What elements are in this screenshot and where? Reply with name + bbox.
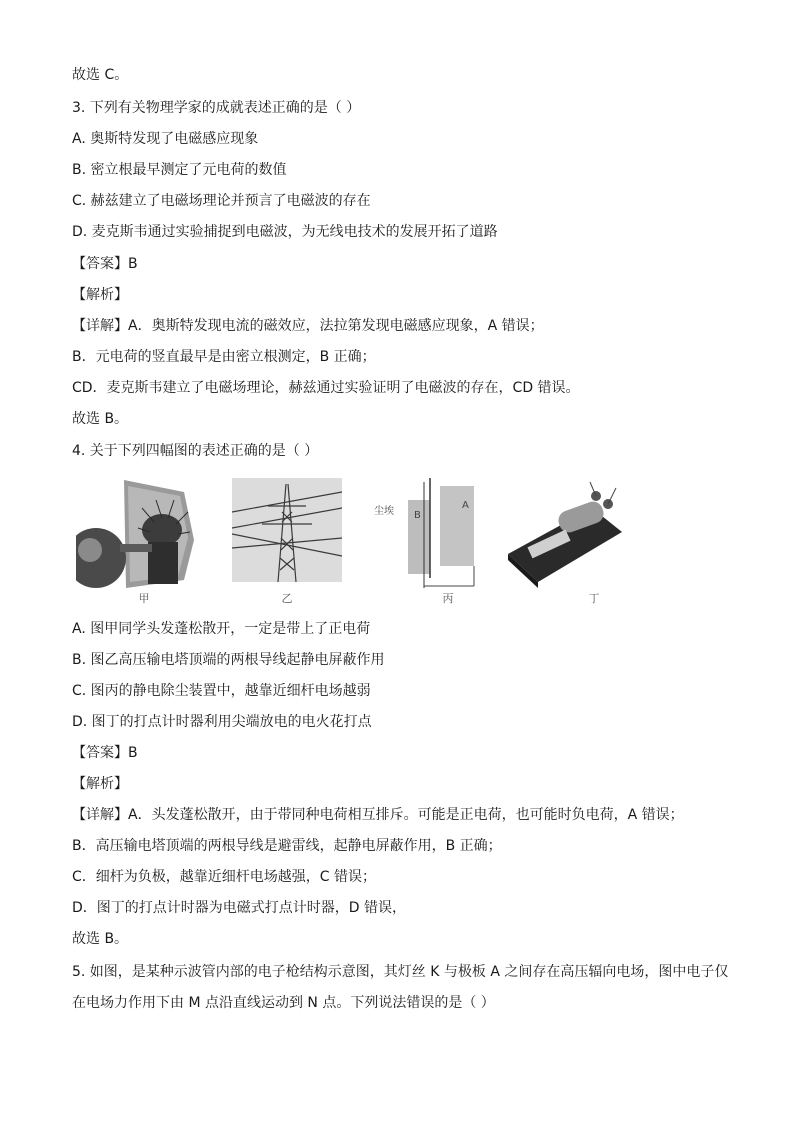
q4-analysis-label: 【解析】 <box>72 776 128 792</box>
figure-ding <box>504 478 624 606</box>
q3-option-c: C. 赫兹建立了电磁场理论并预言了电磁波的存在 <box>72 193 371 209</box>
q4-option-a: A. 图甲同学头发蓬松散开，一定是带上了正电荷 <box>72 621 371 637</box>
q4-option-b: B. 图乙高压输电塔顶端的两根导线起静电屏蔽作用 <box>72 652 385 668</box>
figure-jia-label: 甲 <box>138 592 150 605</box>
q3-answer: 【答案】B <box>72 256 138 272</box>
q4-explanation-3: C．细杆为负极，越靠近细杆电场越强，C 错误； <box>72 869 376 885</box>
figure-bing <box>368 478 488 606</box>
q4-explanation-2: B．高压输电塔顶端的两根导线是避雷线，起静电屏蔽作用，B 正确； <box>72 838 502 854</box>
figure-jia <box>76 478 196 606</box>
q3-conclusion: 故选 B。 <box>72 411 129 427</box>
figure-yi <box>232 478 342 606</box>
q4-option-c: C. 图丙的静电除尘装置中，越靠近细杆电场越弱 <box>72 683 371 699</box>
q5-stem-line-1: 5. 如图，是某种示波管内部的电子枪结构示意图，其灯丝 K 与极板 A 之间存在高压辐向电场，图中电子仅 <box>72 964 729 980</box>
figure-yi-label: 乙 <box>281 592 293 605</box>
q3-stem: 3. 下列有关物理学家的成就表述正确的是（ ） <box>72 100 361 116</box>
q3-explanation-1: 【详解】A．奥斯特发现电流的磁效应，法拉第发现电磁感应现象，A 错误； <box>72 318 544 334</box>
figure-bing-label-a: A <box>462 500 469 511</box>
q3-explanation-2: B．元电荷的竖直最早是由密立根测定，B 正确； <box>72 349 376 365</box>
q4-option-d: D. 图丁的打点计时器利用尖端放电的电火花打点 <box>72 714 372 730</box>
figure-bing-label-b: B <box>414 510 421 521</box>
q4-explanation-1: 【详解】A．头发蓬松散开，由于带同种电荷相互排斥。可能是正电荷，也可能时负电荷，A 错误； <box>72 807 684 823</box>
q4-answer: 【答案】B <box>72 745 138 761</box>
q4-explanation-4: D．图丁的打点计时器为电磁式打点计时器，D 错误， <box>72 900 407 916</box>
q5-stem-line-2: 在电场力作用下由 M 点沿直线运动到 N 点。下列说法错误的是（ ） <box>72 995 495 1011</box>
q4-conclusion: 故选 B。 <box>72 931 129 947</box>
prev-conclusion: 故选 C。 <box>72 67 129 83</box>
q3-analysis-label: 【解析】 <box>72 287 128 303</box>
q3-explanation-3: CD．麦克斯韦建立了电磁场理论，赫兹通过实验证明了电磁波的存在，CD 错误。 <box>72 380 580 396</box>
figure-bing-label: 丙 <box>442 592 454 605</box>
figure-bing-dust-label: 尘埃 <box>374 506 394 517</box>
figure-ding-label: 丁 <box>588 592 600 605</box>
q4-stem: 4. 关于下列四幅图的表述正确的是（ ） <box>72 443 319 459</box>
q3-option-b: B. 密立根最早测定了元电荷的数值 <box>72 162 287 178</box>
q3-option-d: D. 麦克斯韦通过实验捕捉到电磁波，为无线电技术的发展开拓了道路 <box>72 224 498 240</box>
q3-option-a: A. 奥斯特发现了电磁感应现象 <box>72 131 259 147</box>
